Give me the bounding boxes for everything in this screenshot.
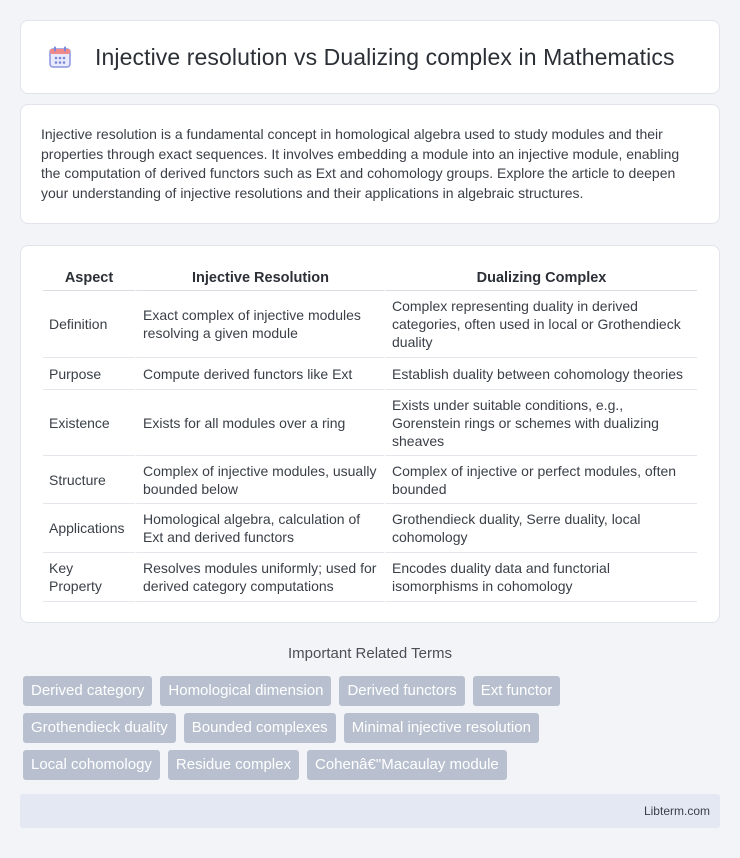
cell-aspect: Definition bbox=[43, 291, 135, 358]
cell-aspect: Applications bbox=[43, 504, 135, 553]
cell-aspect: Key Property bbox=[43, 553, 135, 602]
tag-residue-complex[interactable]: Residue complex bbox=[168, 750, 299, 780]
cell-injective: Complex of injective modules, usually bounded below bbox=[135, 456, 384, 504]
tag-homological-dimension[interactable]: Homological dimension bbox=[160, 676, 331, 706]
comparison-table bbox=[43, 266, 697, 602]
tag-bounded-complexes[interactable]: Bounded complexes bbox=[184, 713, 336, 743]
cell-dualizing: Grothendieck duality, Serre duality, local cohomology bbox=[384, 504, 697, 553]
cell-aspect: Structure bbox=[43, 456, 135, 504]
footer bbox=[20, 794, 720, 828]
tag-row bbox=[23, 713, 723, 743]
cell-aspect: Purpose bbox=[43, 358, 135, 390]
comparison-card bbox=[20, 245, 720, 623]
cell-dualizing: Establish duality between cohomology theories bbox=[384, 358, 697, 390]
tag-minimal-injective-resolution[interactable]: Minimal injective resolution bbox=[344, 713, 539, 743]
tag-row bbox=[23, 676, 723, 706]
header-aspect: Aspect bbox=[43, 266, 135, 291]
page-title: Injective resolution vs Dualizing complex in Mathematics bbox=[95, 43, 675, 70]
calendar-icon bbox=[47, 44, 73, 70]
cell-injective: Homological algebra, calculation of Ext and derived functors bbox=[135, 504, 384, 553]
tag-row bbox=[23, 750, 723, 780]
intro-card bbox=[20, 104, 720, 224]
table-row bbox=[43, 456, 697, 504]
table-row bbox=[43, 291, 697, 358]
header-dualizing-complex: Dualizing Complex bbox=[384, 266, 697, 291]
tag-derived-category[interactable]: Derived category bbox=[23, 676, 152, 706]
table-row bbox=[43, 390, 697, 456]
tag-local-cohomology[interactable]: Local cohomology bbox=[23, 750, 160, 780]
table-row bbox=[43, 553, 697, 602]
related-terms-heading: Important Related Terms bbox=[288, 645, 452, 662]
table-row bbox=[43, 358, 697, 390]
table-row bbox=[43, 504, 697, 553]
footer-brand[interactable]: Libterm.com bbox=[643, 804, 710, 818]
cell-injective: Exists for all modules over a ring bbox=[135, 390, 384, 456]
cell-injective: Compute derived functors like Ext bbox=[135, 358, 384, 390]
tag-derived-functors[interactable]: Derived functors bbox=[339, 676, 464, 706]
tag-ext-functor[interactable]: Ext functor bbox=[473, 676, 561, 706]
cell-injective: Exact complex of injective modules resolving a given module bbox=[135, 291, 384, 358]
related-terms bbox=[23, 676, 723, 787]
cell-dualizing: Encodes duality data and functorial isomorphisms in cohomology bbox=[384, 553, 697, 602]
table-header-row bbox=[43, 266, 697, 291]
cell-dualizing: Complex of injective or perfect modules, often bounded bbox=[384, 456, 697, 504]
tag-grothendieck-duality[interactable]: Grothendieck duality bbox=[23, 713, 176, 743]
tag-cohen-macaulay-module[interactable]: Cohenâ€"Macaulay module bbox=[307, 750, 507, 780]
intro-paragraph: Injective resolution is a fundamental concept in homological algebra used to study modules and their properties through exact sequences. It involves embedding a module into an injective module, enabling the computation of derived functors such as Ext and cohomology groups. Explore the article to deepen your understanding of injective resolutions and their applications in algebraic structures. bbox=[41, 126, 680, 201]
title-card bbox=[20, 20, 720, 94]
cell-aspect: Existence bbox=[43, 390, 135, 456]
header-injective-resolution: Injective Resolution bbox=[135, 266, 384, 291]
cell-dualizing: Complex representing duality in derived categories, often used in local or Grothendieck duality bbox=[384, 291, 697, 358]
cell-injective: Resolves modules uniformly; used for derived category computations bbox=[135, 553, 384, 602]
cell-dualizing: Exists under suitable conditions, e.g., Gorenstein rings or schemes with dualizing sheaves bbox=[384, 390, 697, 456]
